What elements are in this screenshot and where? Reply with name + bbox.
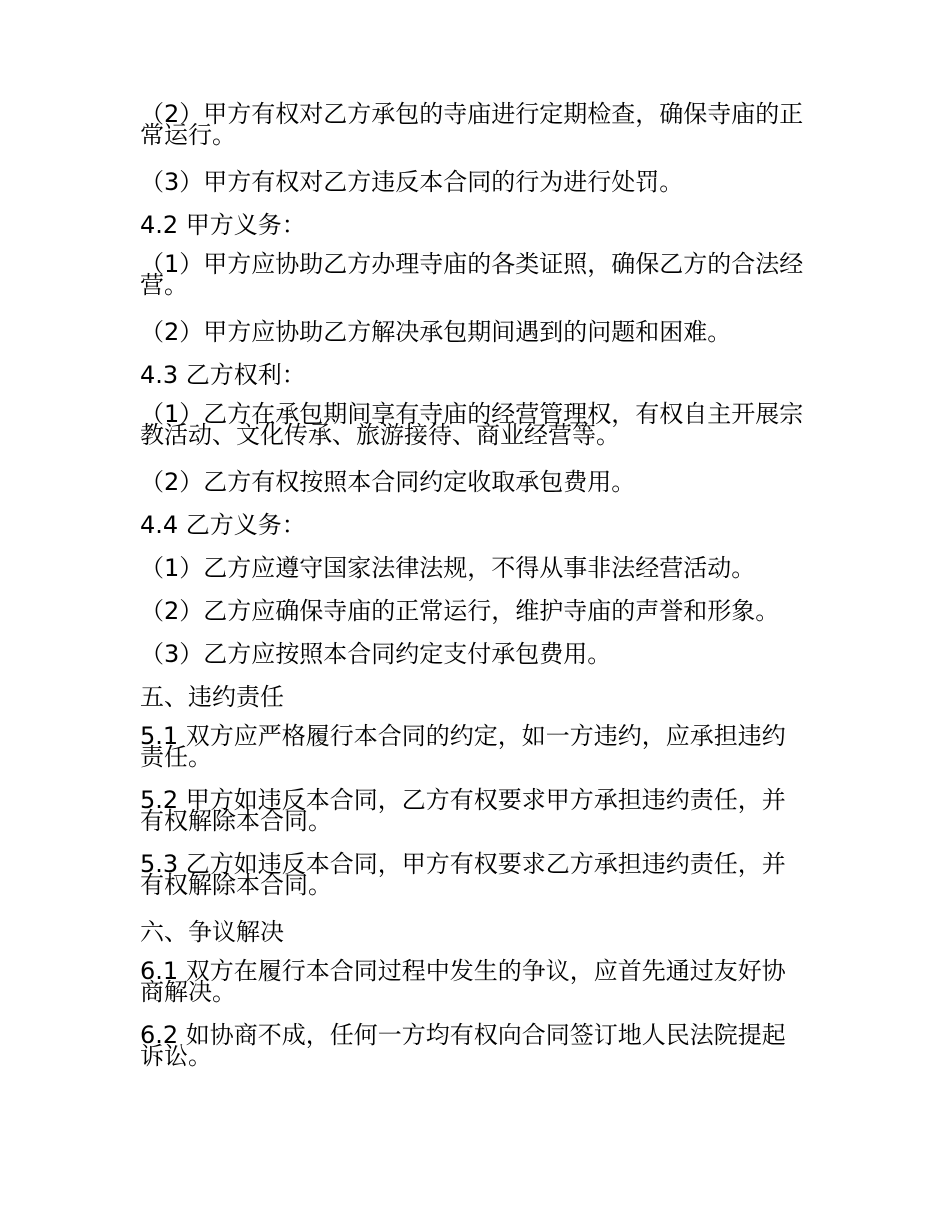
document-body — [140, 100, 808, 1089]
paragraph-party-a-right-2: （2）甲方有权对乙方承包的寺庙进行定期检查，确保寺庙的正常运行。 — [140, 100, 804, 149]
paragraph-6-1: 6.1 双方在履行本合同过程中发生的争议，应首先通过友好协商解决。 — [140, 957, 786, 1006]
paragraph-party-b-duty-3: （3）乙方应按照本合同约定支付承包费用。 — [140, 640, 612, 668]
paragraph-5-3: 5.3 乙方如违反本合同，甲方有权要求乙方承担违约责任，并有权解除本合同。 — [140, 850, 786, 899]
paragraph-party-b-right-2: （2）乙方有权按照本合同约定收取承包费用。 — [140, 468, 636, 496]
paragraph-party-a-duty-2: （2）甲方应协助乙方解决承包期间遇到的问题和困难。 — [140, 318, 732, 346]
paragraph-5-1: 5.1 双方应严格履行本合同的约定，如一方违约，应承担违约责任。 — [140, 722, 786, 771]
paragraph-party-b-duty-1: （1）乙方应遵守国家法律法规，不得从事非法经营活动。 — [140, 554, 756, 582]
heading-4-3: 4.3 乙方权利： — [140, 361, 306, 389]
heading-4-4: 4.4 乙方义务： — [140, 511, 306, 539]
paragraph-6-2: 6.2 如协商不成，任何一方均有权向合同签订地人民法院提起诉讼。 — [140, 1021, 786, 1070]
paragraph-5-2: 5.2 甲方如违反本合同，乙方有权要求甲方承担违约责任，并有权解除本合同。 — [140, 786, 786, 835]
heading-section-6: 六、争议解决 — [140, 918, 284, 946]
paragraph-party-a-duty-1: （1）甲方应协助乙方办理寺庙的各类证照，确保乙方的合法经营。 — [140, 250, 804, 299]
heading-4-2: 4.2 甲方义务： — [140, 211, 306, 239]
paragraph-party-a-right-3: （3）甲方有权对乙方违反本合同的行为进行处罚。 — [140, 168, 684, 196]
paragraph-party-b-duty-2: （2）乙方应确保寺庙的正常运行，维护寺庙的声誉和形象。 — [140, 597, 780, 625]
paragraph-party-b-right-1: （1）乙方在承包期间享有寺庙的经营管理权，有权自主开展宗教活动、文化传承、旅游接待、商业经营等。 — [140, 400, 804, 449]
heading-section-5: 五、违约责任 — [140, 683, 284, 711]
